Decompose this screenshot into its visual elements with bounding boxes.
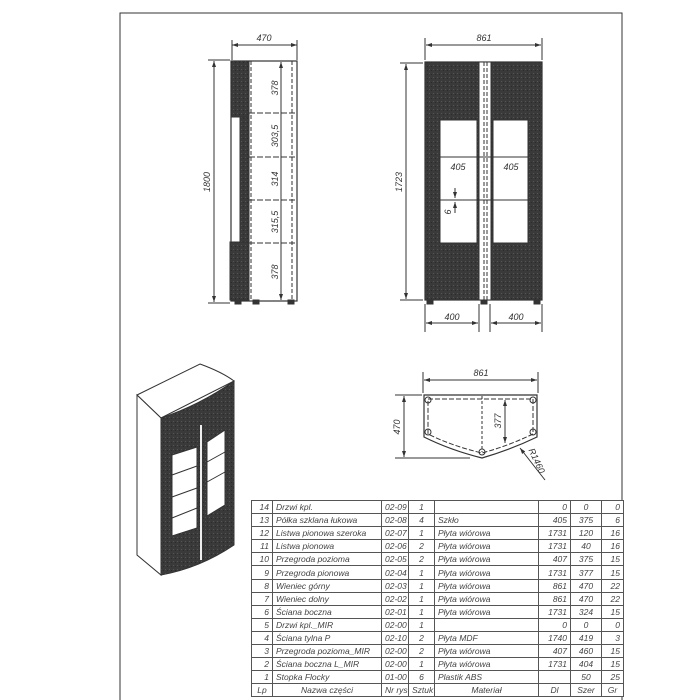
cell-lp: 1 xyxy=(252,671,273,684)
cell-part-name: Półka szklana łukowa xyxy=(273,514,382,527)
cell-drawing-no: 02-10 xyxy=(382,631,409,644)
cell-drawing-no: 02-03 xyxy=(382,579,409,592)
section-dim-4: 315,5 xyxy=(270,210,280,234)
cell-length: 1731 xyxy=(539,527,571,540)
cell-width: 419 xyxy=(571,631,602,644)
cell-width: 460 xyxy=(571,645,602,658)
cell-drawing-no: 02-00 xyxy=(382,658,409,671)
cell-part-name: Drzwi kpl._MIR xyxy=(273,618,382,631)
table-row xyxy=(252,514,624,527)
cell-thickness: 6 xyxy=(602,514,624,527)
cell-quantity: 2 xyxy=(409,553,435,566)
cell-material xyxy=(435,501,539,514)
cell-material: Szkło xyxy=(435,514,539,527)
top-view xyxy=(395,372,545,480)
cell-width: 50 xyxy=(571,671,602,684)
cell-lp: 3 xyxy=(252,645,273,658)
cell-quantity: 1 xyxy=(409,618,435,631)
cell-material: Płyta wiórowa xyxy=(435,553,539,566)
cell-length: 0 xyxy=(539,501,571,514)
header-part-name: Nazwa części xyxy=(273,684,382,697)
cell-width: 0 xyxy=(571,501,602,514)
cell-length: 861 xyxy=(539,579,571,592)
cell-thickness: 15 xyxy=(602,605,624,618)
section-dim-3: 314 xyxy=(270,171,280,187)
cell-length: 1740 xyxy=(539,631,571,644)
cell-thickness: 22 xyxy=(602,579,624,592)
cell-width: 0 xyxy=(571,618,602,631)
cell-material: Płyta wiórowa xyxy=(435,579,539,592)
table-row xyxy=(252,631,624,644)
cell-width: 375 xyxy=(571,553,602,566)
cell-material: Płyta wiórowa xyxy=(435,605,539,618)
cell-thickness: 15 xyxy=(602,658,624,671)
cell-quantity: 1 xyxy=(409,605,435,618)
cell-material: Płyta wiórowa xyxy=(435,645,539,658)
cell-quantity: 1 xyxy=(409,501,435,514)
header-drawing-no: Nr rys xyxy=(382,684,409,697)
side-height-dim: 1800 xyxy=(202,171,212,193)
table-row xyxy=(252,566,624,579)
side-view xyxy=(208,40,297,304)
cell-part-name: Wieniec górny xyxy=(273,579,382,592)
cell-quantity: 1 xyxy=(409,566,435,579)
cell-thickness: 25 xyxy=(602,671,624,684)
cell-material xyxy=(435,618,539,631)
cell-width: 377 xyxy=(571,566,602,579)
cell-width: 40 xyxy=(571,540,602,553)
cell-part-name: Ściana boczna L_MIR xyxy=(273,658,382,671)
cell-material: Płyta wiórowa xyxy=(435,540,539,553)
cell-material: Płyta wiórowa xyxy=(435,592,539,605)
table-row xyxy=(252,527,624,540)
cell-length: 0 xyxy=(539,618,571,631)
table-row xyxy=(252,618,624,631)
cell-quantity: 2 xyxy=(409,645,435,658)
glass-right-dim: 405 xyxy=(503,162,519,172)
inner-depth-dim: 377 xyxy=(493,413,503,429)
top-width-dim: 861 xyxy=(473,368,489,378)
cell-quantity: 6 xyxy=(409,671,435,684)
front-height-dim: 1723 xyxy=(394,171,404,193)
cell-thickness: 16 xyxy=(602,527,624,540)
header-length: Dl xyxy=(539,684,571,697)
header-lp: Lp xyxy=(252,684,273,697)
header-thickness: Gr xyxy=(602,684,624,697)
cell-width: 404 xyxy=(571,658,602,671)
cell-quantity: 1 xyxy=(409,592,435,605)
cell-drawing-no: 02-07 xyxy=(382,527,409,540)
cell-material: Płyta wiórowa xyxy=(435,566,539,579)
cell-part-name: Ściana tylna P xyxy=(273,631,382,644)
cell-length: 861 xyxy=(539,592,571,605)
glass-left-dim: 405 xyxy=(450,162,466,172)
cell-length: 1731 xyxy=(539,540,571,553)
isometric-view xyxy=(137,364,234,575)
cell-lp: 10 xyxy=(252,553,273,566)
cell-width: 375 xyxy=(571,514,602,527)
cell-drawing-no: 02-01 xyxy=(382,605,409,618)
side-width-dim: 470 xyxy=(256,33,272,43)
front-width-dim: 861 xyxy=(476,33,492,43)
cell-thickness: 15 xyxy=(602,553,624,566)
header-quantity: Sztuk xyxy=(409,684,435,697)
table-row xyxy=(252,501,624,514)
cell-part-name: Ściana boczna xyxy=(273,605,382,618)
cell-length: 1731 xyxy=(539,566,571,579)
section-dim-5: 378 xyxy=(270,264,280,280)
cell-lp: 5 xyxy=(252,618,273,631)
cell-drawing-no: 02-09 xyxy=(382,501,409,514)
cell-width: 120 xyxy=(571,527,602,540)
cell-lp: 12 xyxy=(252,527,273,540)
cell-thickness: 3 xyxy=(602,631,624,644)
front-view xyxy=(400,38,542,332)
section-dim-2: 303,5 xyxy=(270,124,280,148)
table-row xyxy=(252,540,624,553)
cell-length: 407 xyxy=(539,645,571,658)
cell-lp: 14 xyxy=(252,501,273,514)
parts-table xyxy=(251,500,624,697)
cell-lp: 4 xyxy=(252,631,273,644)
cell-lp: 6 xyxy=(252,605,273,618)
table-row xyxy=(252,671,624,684)
cell-lp: 7 xyxy=(252,592,273,605)
cell-thickness: 15 xyxy=(602,566,624,579)
cell-part-name: Listwa pionowa xyxy=(273,540,382,553)
header-material: Materiał xyxy=(435,684,539,697)
cell-part-name: Stopka Flocky xyxy=(273,671,382,684)
cell-thickness: 15 xyxy=(602,645,624,658)
cell-quantity: 2 xyxy=(409,540,435,553)
cell-quantity: 2 xyxy=(409,631,435,644)
radius-dim: R1460 xyxy=(526,446,547,475)
cell-thickness: 22 xyxy=(602,592,624,605)
section-dim-1: 378 xyxy=(270,80,280,96)
cell-material: Płyta wiórowa xyxy=(435,658,539,671)
cell-material: Płyta wiórowa xyxy=(435,527,539,540)
bottom-right-dim: 400 xyxy=(508,312,524,322)
cell-drawing-no: 02-08 xyxy=(382,514,409,527)
cell-length xyxy=(539,671,571,684)
cell-part-name: Wieniec dolny xyxy=(273,592,382,605)
cell-length: 407 xyxy=(539,553,571,566)
table-row xyxy=(252,658,624,671)
cell-lp: 11 xyxy=(252,540,273,553)
cell-part-name: Przegroda pozioma_MIR xyxy=(273,645,382,658)
table-row xyxy=(252,605,624,618)
table-header-row xyxy=(252,684,624,697)
cell-quantity: 1 xyxy=(409,527,435,540)
cell-drawing-no: 02-04 xyxy=(382,566,409,579)
cell-quantity: 1 xyxy=(409,658,435,671)
table-row xyxy=(252,579,624,592)
cell-material: Plastik ABS xyxy=(435,671,539,684)
cell-drawing-no: 02-00 xyxy=(382,618,409,631)
cell-width: 470 xyxy=(571,592,602,605)
cell-width: 324 xyxy=(571,605,602,618)
cell-drawing-no: 02-00 xyxy=(382,645,409,658)
cell-quantity: 4 xyxy=(409,514,435,527)
top-depth-dim: 470 xyxy=(392,419,402,435)
cell-quantity: 1 xyxy=(409,579,435,592)
cell-part-name: Przegroda pozioma xyxy=(273,553,382,566)
cell-thickness: 16 xyxy=(602,540,624,553)
table-row xyxy=(252,645,624,658)
cell-lp: 9 xyxy=(252,566,273,579)
header-width: Szer xyxy=(571,684,602,697)
bottom-left-dim: 400 xyxy=(444,312,460,322)
cell-part-name: Przegroda pionowa xyxy=(273,566,382,579)
cell-thickness: 0 xyxy=(602,501,624,514)
cell-length: 405 xyxy=(539,514,571,527)
cell-lp: 2 xyxy=(252,658,273,671)
cell-drawing-no: 02-02 xyxy=(382,592,409,605)
table-row xyxy=(252,553,624,566)
gap-dim: 6 xyxy=(443,209,453,215)
table-row xyxy=(252,592,624,605)
cell-material: Płyta MDF xyxy=(435,631,539,644)
cell-length: 1731 xyxy=(539,605,571,618)
cell-length: 1731 xyxy=(539,658,571,671)
cell-lp: 8 xyxy=(252,579,273,592)
cell-drawing-no: 01-00 xyxy=(382,671,409,684)
cell-drawing-no: 02-06 xyxy=(382,540,409,553)
cell-part-name: Drzwi kpl. xyxy=(273,501,382,514)
cell-part-name: Listwa pionowa szeroka xyxy=(273,527,382,540)
cell-lp: 13 xyxy=(252,514,273,527)
cell-width: 470 xyxy=(571,579,602,592)
cell-thickness: 0 xyxy=(602,618,624,631)
cell-drawing-no: 02-05 xyxy=(382,553,409,566)
